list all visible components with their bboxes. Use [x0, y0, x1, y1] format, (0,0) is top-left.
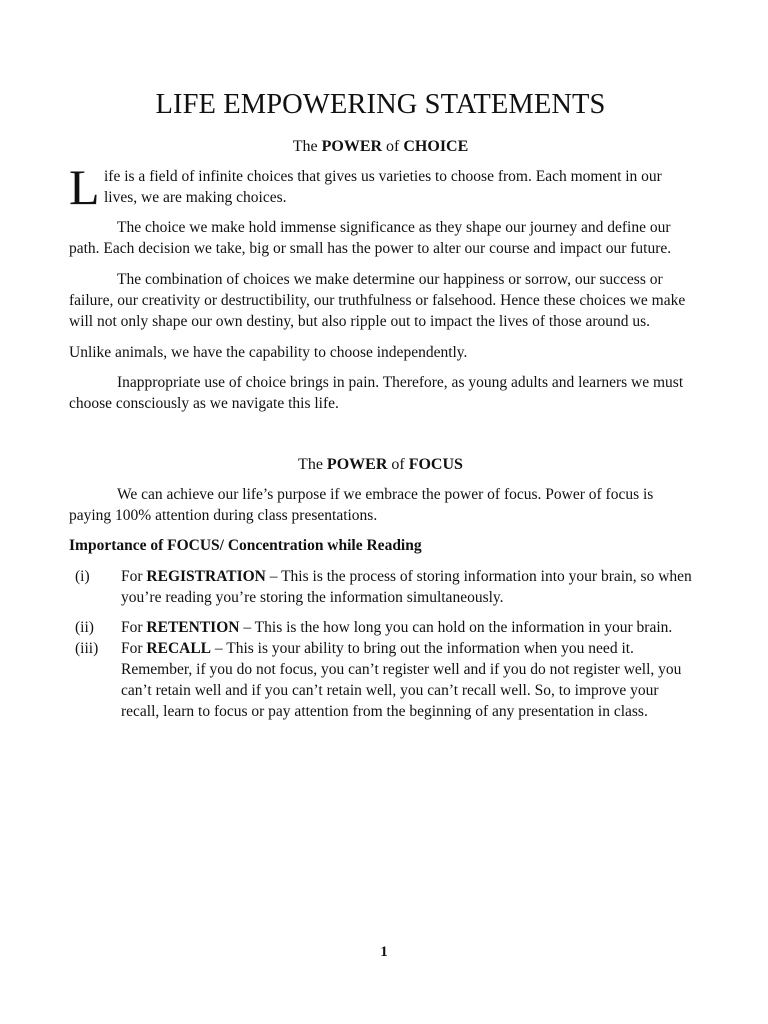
heading-text: of	[387, 456, 409, 473]
list-text: – This is the process of storing information into your brain, so when you’re reading you’re storing the information simultaneously.	[121, 568, 692, 606]
paragraph-intro	[69, 159, 692, 215]
section-heading-choice	[69, 136, 692, 158]
paragraph-choice-combination: The combination of choices we make determine our happiness or sorrow, our success or failure, our creativity or destructibility, our truthfulness or falsehood. Hence these choices we make will not only shape our own destiny, but also ripple out to impact the lives of those around us.	[69, 271, 686, 330]
page-number: 1	[380, 944, 388, 960]
paragraph-inappropriate-choice: Inappropriate use of choice brings in pain. Therefore, as young adults and learners we must choose consciously as we navigate this life.	[69, 374, 684, 412]
document-title: LIFE EMPOWERING STATEMENTS	[155, 89, 606, 120]
list-item	[69, 566, 692, 608]
list-item-body	[121, 638, 692, 722]
list-text: – This is the how long you can hold on the information in your brain.	[239, 619, 673, 636]
paragraph-text: ife is a field of infinite choices that gives us varieties to choose from. Each moment in our lives, we are making choices.	[104, 168, 662, 206]
list-number: (iii)	[75, 640, 99, 657]
heading-text: The	[292, 138, 322, 155]
paragraph-animals: Unlike animals, we have the capability to choose independently.	[69, 344, 468, 361]
heading-text: of	[382, 138, 404, 155]
focus-subheading: Importance of FOCUS/ Concentration while Reading	[69, 537, 422, 554]
list-item-body	[121, 617, 692, 638]
list-item-body	[121, 566, 692, 608]
list-term: REGISTRATION	[146, 568, 266, 585]
drop-cap-letter: L	[69, 159, 100, 215]
heading-bold-word: FOCUS	[408, 456, 463, 473]
paragraph-focus-intro: We can achieve our life’s purpose if we embrace the power of focus. Power of focus is paying 100% attention during class presentations.	[69, 486, 654, 524]
heading-bold-word: CHOICE	[403, 138, 469, 155]
paragraph-choice-significance: The choice we make hold immense significance as they shape our journey and define our path. Each decision we take, big or small has the power to alter our course and impact our future.	[69, 219, 672, 257]
heading-text: The	[298, 456, 327, 473]
heading-bold-word: POWER	[326, 456, 388, 473]
list-text: For	[121, 568, 147, 585]
heading-bold-word: POWER	[321, 138, 383, 155]
list-item	[69, 638, 692, 722]
list-text: – This is your ability to bring out the information when you need it. Remember, if you do not focus, you can’t register well and if you do not register well, you can’t retain well and if you can’t retain well, you can’t recall well. So, to improve your recall, learn to focus or pay attention from the beginning of any presentation in class.	[121, 640, 682, 720]
list-item	[69, 617, 692, 638]
section-heading-focus	[69, 454, 692, 476]
list-number: (ii)	[75, 619, 94, 636]
list-text: For	[121, 640, 147, 657]
list-term: RETENTION	[146, 619, 240, 636]
list-text: For	[121, 619, 147, 636]
list-term: RECALL	[146, 640, 212, 657]
list-number: (i)	[75, 568, 90, 585]
